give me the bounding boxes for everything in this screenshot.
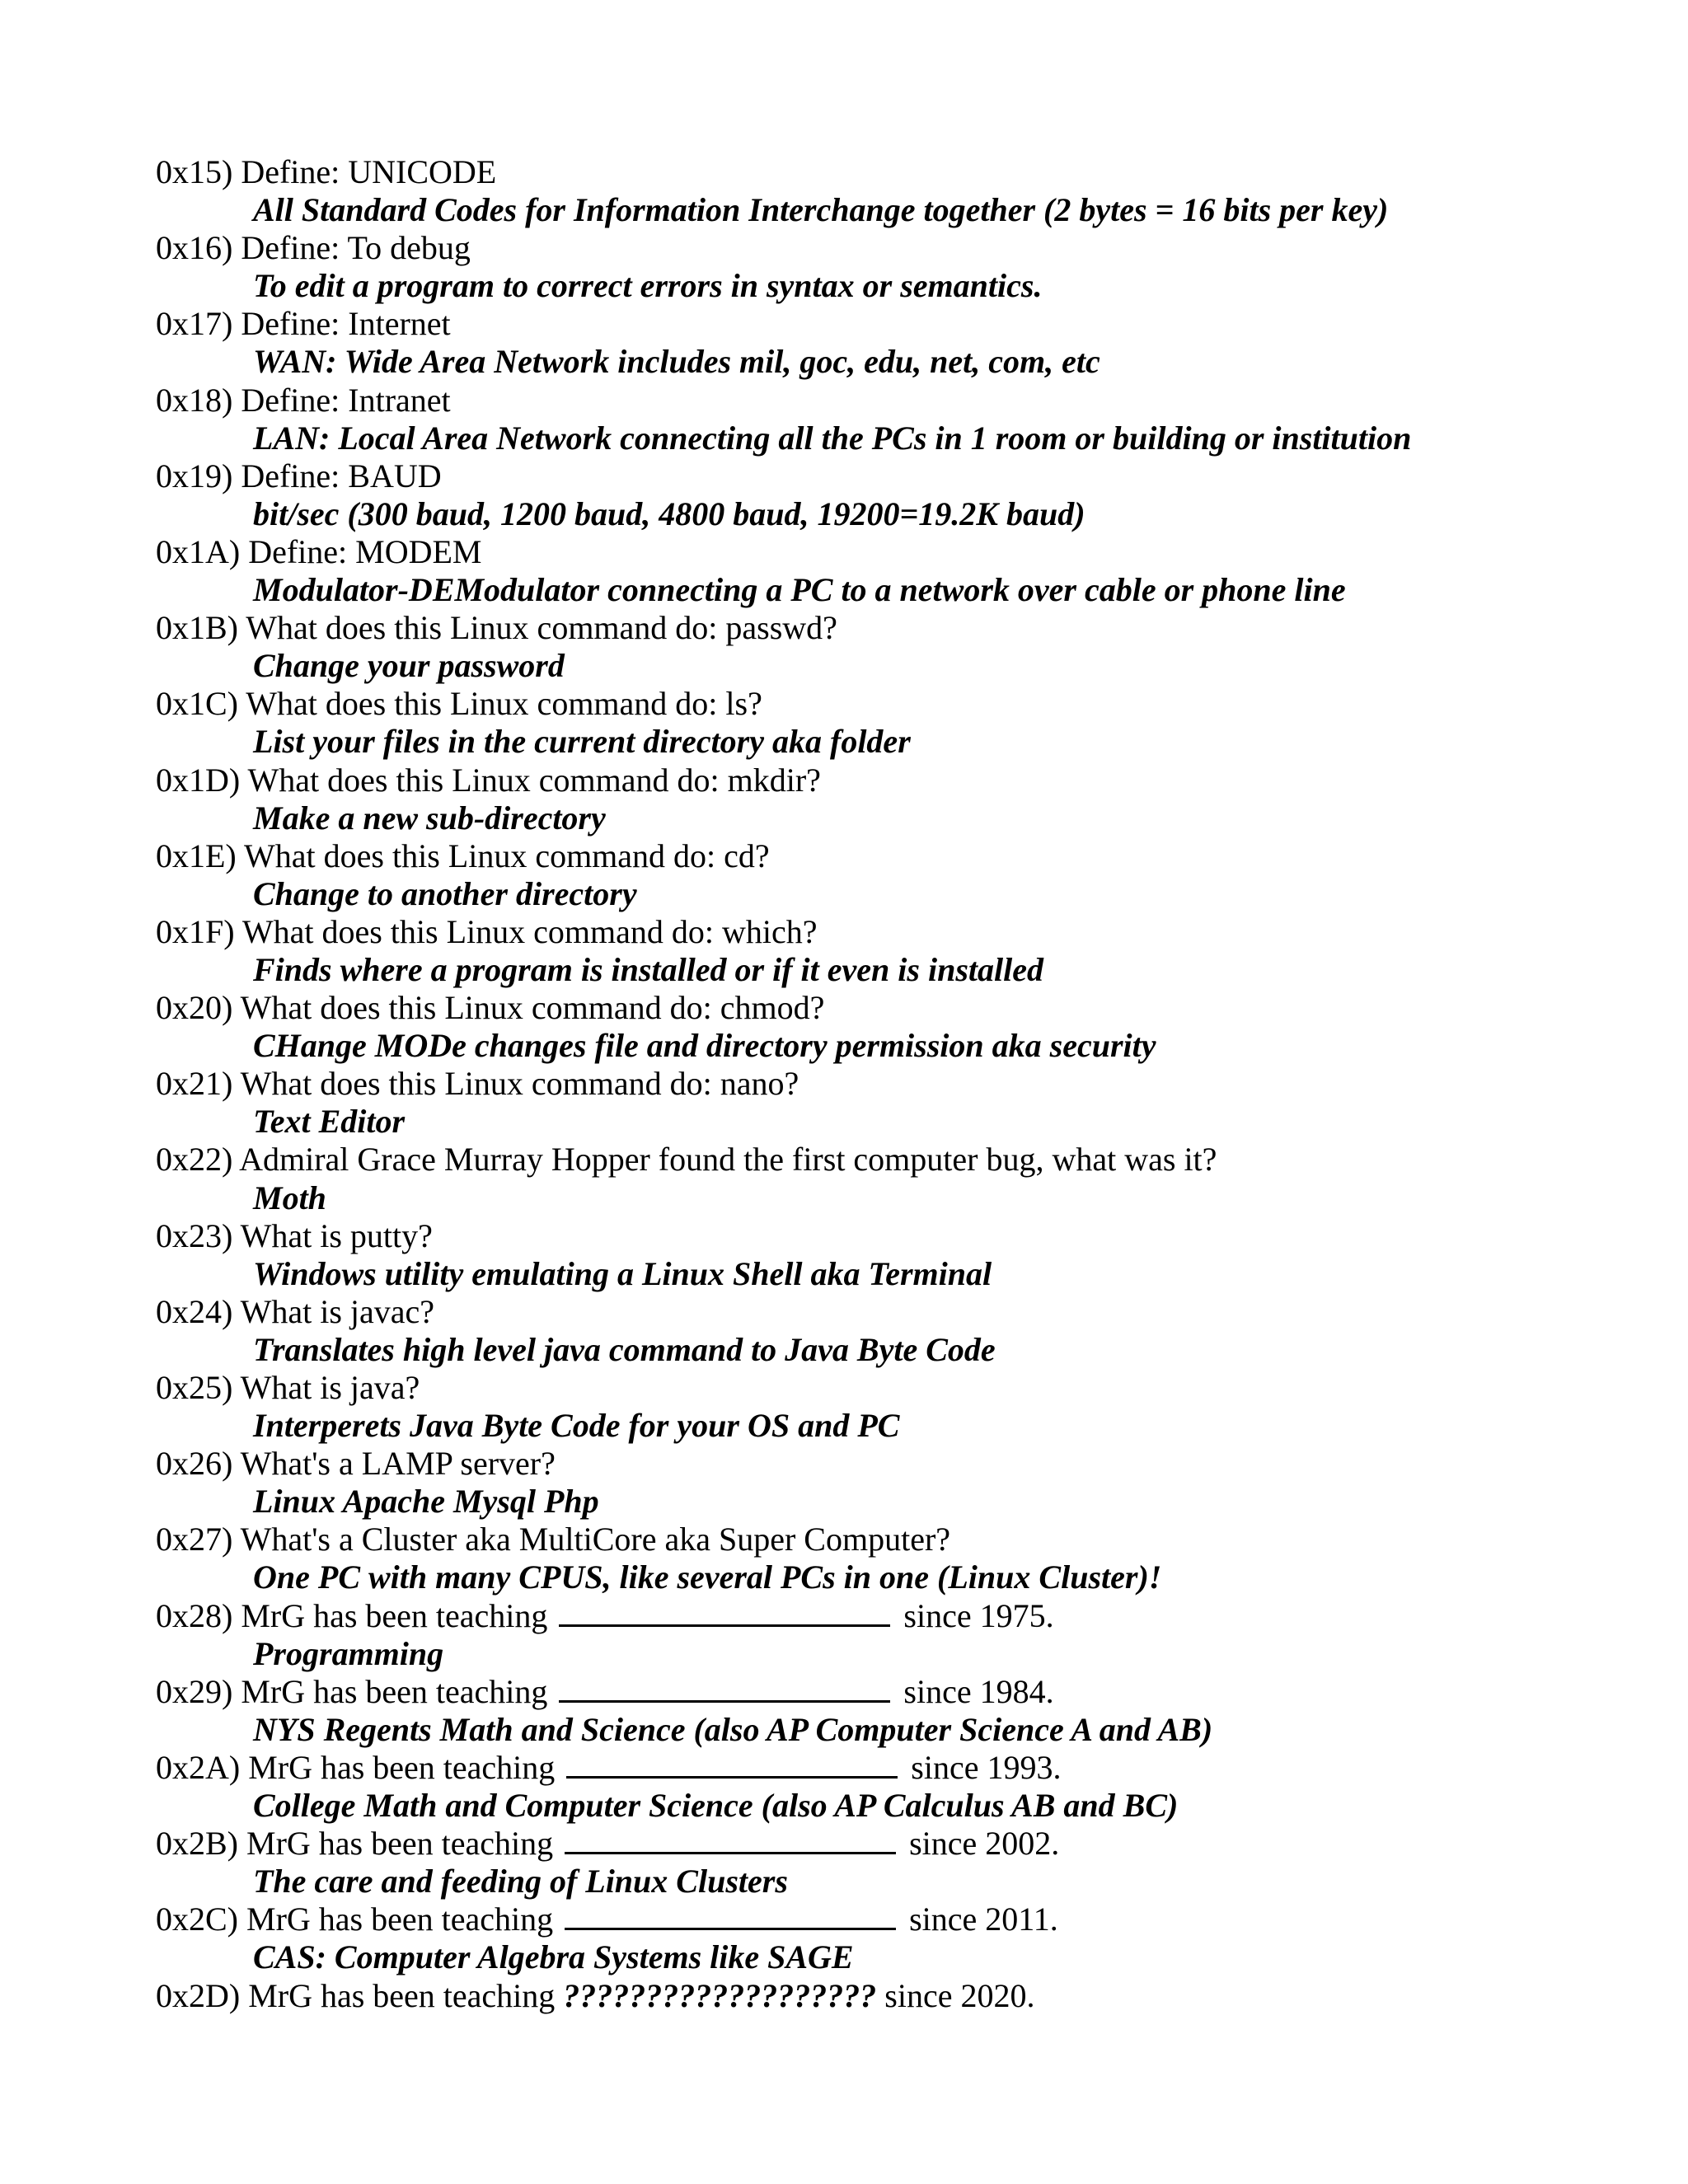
question-text: 0x1E) What does this Linux command do: cd? [156, 837, 770, 874]
answer-text: All Standard Codes for Information Interchange together (2 bytes = 16 bits per key) [253, 191, 1389, 229]
teaching-item [156, 1749, 1639, 1825]
answer-text: Modulator-DEModulator connecting a PC to a network over cable or phone line [253, 571, 1346, 609]
answer-blank [565, 1827, 896, 1854]
answer-text: Moth [253, 1179, 326, 1216]
answer-text: Finds where a program is installed or if it even is installed [253, 950, 1043, 988]
question-text: 0x15) Define: UNICODE [156, 153, 497, 190]
answer-text: Interperets Java Byte Code for your OS and PC [253, 1407, 900, 1445]
question-text: 0x21) What does this Linux command do: nano? [156, 1065, 799, 1103]
answer-text: Make a new sub-directory [253, 799, 606, 837]
answer-text: LAN: Local Area Network connecting all the PCs in 1 room or building or institution [253, 419, 1412, 457]
question-text: 0x1C) What does this Linux command do: ls? [156, 685, 762, 723]
qa-item [156, 382, 1639, 457]
worksheet-page [156, 153, 1639, 2015]
question-marks: ??????????????????? [563, 1976, 877, 2014]
answer-text: The care and feeding of Linux Clusters [253, 1863, 788, 1900]
answer-text: CHange MODe changes file and directory permission aka security [253, 1027, 1156, 1065]
answer-text: One PC with many CPUS, like several PCs in one (Linux Cluster)! [253, 1558, 1162, 1596]
answer-text: Windows utility emulating a Linux Shell aka Terminal [253, 1254, 992, 1292]
answer-text: List your files in the current directory aka folder [253, 723, 911, 761]
question-suffix: since 1984. [895, 1672, 1054, 1710]
question-text: 0x18) Define: Intranet [156, 381, 451, 419]
question-text: 0x1A) Define: MODEM [156, 532, 482, 570]
qa-item [156, 457, 1639, 533]
question-text: 0x1F) What does this Linux command do: which? [156, 912, 818, 950]
qa-item [156, 305, 1639, 381]
teaching-question [156, 1597, 1639, 1635]
answer-text: Linux Apache Mysql Php [253, 1483, 599, 1521]
question-text: 0x23) What is putty? [156, 1216, 433, 1254]
qa-item [156, 1369, 1639, 1445]
question-suffix: since 2020. [884, 1976, 1035, 2014]
question-suffix: since 1993. [903, 1748, 1062, 1786]
teaching-item [156, 1597, 1639, 1673]
answer-text: College Math and Computer Science (also AP Calculus AB and BC) [253, 1787, 1179, 1825]
question-text: 0x25) What is java? [156, 1369, 420, 1406]
question-suffix: since 2011. [901, 1900, 1058, 1938]
qa-item [156, 1521, 1639, 1596]
qa-item [156, 1217, 1639, 1293]
question-suffix: since 2002. [901, 1825, 1060, 1863]
answer-text: WAN: Wide Area Network includes mil, goc, edu, net, com, etc [253, 343, 1100, 381]
qa-item [156, 1293, 1639, 1369]
question-text: 0x16) Define: To debug [156, 229, 471, 267]
question-prefix: 0x28) MrG has been teaching [156, 1596, 556, 1634]
answer-text: Text Editor [253, 1103, 406, 1141]
teaching-question [156, 1749, 1639, 1787]
question-text: 0x1B) What does this Linux command do: passwd? [156, 609, 837, 647]
answer-blank [565, 1903, 896, 1930]
qa-item [156, 913, 1639, 989]
qa-item [156, 837, 1639, 913]
teaching-question [156, 1825, 1639, 1863]
qa-item [156, 229, 1639, 305]
question-prefix: 0x2D) MrG has been teaching [156, 1976, 564, 2014]
question-prefix: 0x2C) MrG has been teaching [156, 1900, 562, 1938]
question-text: 0x17) Define: Internet [156, 305, 451, 343]
teaching-item [156, 1900, 1639, 1976]
qa-item [156, 153, 1639, 229]
answer-text: To edit a program to correct errors in syntax or semantics. [253, 267, 1043, 305]
teaching-item [156, 1825, 1639, 1900]
question-text: 0x1D) What does this Linux command do: mkdir? [156, 761, 821, 799]
question-text: 0x19) Define: BAUD [156, 457, 442, 494]
question-text: 0x22) Admiral Grace Murray Hopper found the first computer bug, what was it? [156, 1141, 1217, 1179]
teaching-question [156, 1977, 1639, 2015]
qa-item [156, 533, 1639, 609]
teaching-item-final [156, 1977, 1639, 2015]
answer-text: Translates high level java command to Java Byte Code [253, 1330, 996, 1368]
question-suffix: since 1975. [895, 1596, 1054, 1634]
answer-text: CAS: Computer Algebra Systems like SAGE [253, 1938, 854, 1976]
qa-item [156, 685, 1639, 761]
question-prefix: 0x2B) MrG has been teaching [156, 1825, 562, 1863]
answer-text: Programming [253, 1634, 444, 1672]
teaching-question [156, 1900, 1639, 1938]
question-text: 0x24) What is javac? [156, 1292, 435, 1330]
qa-item [156, 1141, 1639, 1216]
answer-text: NYS Regents Math and Science (also AP Computer Science A and AB) [253, 1710, 1213, 1748]
qa-item [156, 1445, 1639, 1521]
answer-text: bit/sec (300 baud, 1200 baud, 4800 baud, 19200=19.2K baud) [253, 494, 1085, 532]
question-text: 0x26) What's a LAMP server? [156, 1445, 556, 1483]
answer-text: Change your password [253, 647, 565, 685]
question-prefix: 0x29) MrG has been teaching [156, 1672, 556, 1710]
qa-item [156, 1065, 1639, 1141]
answer-blank [559, 1675, 890, 1703]
question-prefix: 0x2A) MrG has been teaching [156, 1748, 564, 1786]
question-text: 0x27) What's a Cluster aka MultiCore aka Super Computer? [156, 1521, 951, 1558]
answer-text: Change to another directory [253, 874, 637, 912]
question-text: 0x20) What does this Linux command do: chmod? [156, 989, 825, 1027]
teaching-item [156, 1673, 1639, 1749]
qa-item [156, 989, 1639, 1065]
teaching-question [156, 1673, 1639, 1711]
answer-blank [559, 1600, 890, 1627]
qa-item [156, 609, 1639, 685]
answer-blank [566, 1751, 898, 1779]
qa-item [156, 762, 1639, 837]
